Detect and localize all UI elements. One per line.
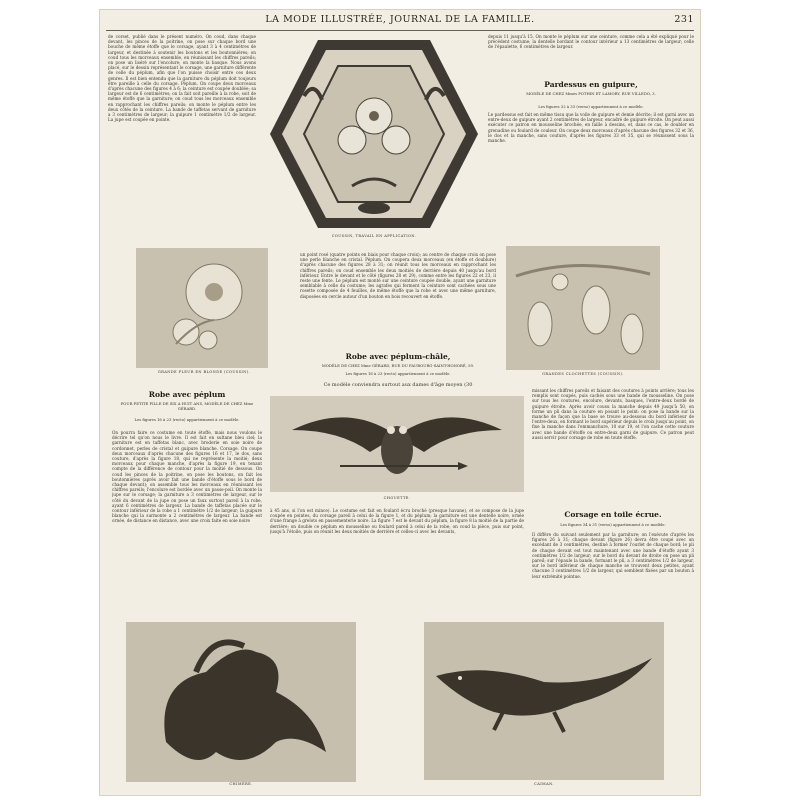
column-text-top-right-intro: depuis 11 jusqu'à 15. On monte le péplum sur une ceinture, comme cela a été expliqué pour le précédent costume; la dentelle bordant le contour intérieur a 13 centimètres de largeur; celle de l'épaulette, 6 centimètres de largeur. <box>488 34 694 50</box>
intro-peplum-chale: Ce modèle conviendra surtout aux dames d'âge moyen (30 <box>323 382 473 388</box>
column-text-middle-lower: à 45 ans, si l'on est mince). Le costume est fait en foulard écru broché (presque havane), et se compose de la jupe coupée en pointes, du corsage pareil à celui de la figure 1, et du péplum; la garniture est une dentelle noire, ornée d'une frange à grelots en passementerie noire. La figure 7 est le devant du péplum, la figure 8 la moitié de la partie de derrière; on double ce péplum en mousseline ou foulard pareil à celui de la robe; on coud la pièce, puis sur point, jusqu'à l'étoile, puis on réunit les deux moitiés de derrière et celles-ci avec les devants, <box>270 508 524 534</box>
caption-owl: CHOUETTE. <box>383 496 411 500</box>
header-rule <box>106 30 694 31</box>
caption-chimera: CHIMÈRE. <box>229 782 253 786</box>
column-text-left-middle: On pourra faire ce costume en toute étoffe, mais nous voulons le décrire tel qu'on nous le livre. Il est fait en sultane bleu ciel; la garniture est en taffetas blanc, avec broderie en soie noire de cordonnet, perles de cristal et guipure blanche. Corsage. On coupe deux morceaux d'après chacune des figures 16 et 17, le dos, sans couture, d'après la figure 18, qui ne représente la moitié; deux morceaux pour chaque manche, d'après la figure 19, en tenant compte de la différence de contour pour la moitié de dessous. On coud les pinces de la poitrine, on pose les boutons, on fait les boutonnières (après avoir fait une bande d'étoffe sous le bord de chaque devant); on assemble tous les morceaux en réunissant les chiffres pareils; l'encolure est bordée avec un passe-poil. On monte la jupe sur le corsage; la garniture a 3 centimètres de largeur, sur le côté du devant de la jupe on pose un faux surtout pareil à la robe, ayant 6 centimètres de largeur. La bande de taffetas placée sur le contour inférieur de la robe a 1 centimètre 1/2 de largeur; la guipure blanche qui la surmonte a 2 centimètres de largeur. La bande est ornée, de distance en distance, avec une croix faite en soie noire <box>112 430 262 524</box>
caption-bells: GRANDES CLOCHETTES (COUSSIN). <box>542 372 624 376</box>
subtitle-pardessus: MODÈLE DE CHEZ Mmes POTHIN ET LAMORY, RUE VILLEDO, 3. <box>526 91 656 96</box>
flower-svg <box>136 248 268 368</box>
crocodile-svg <box>424 622 664 780</box>
column-text-middle-upper: un point rosé (quatre points en biais pour chaque croix); au centre de chaque croix on pose une perle blanche en cristal. Péplum. On coupera deux morceaux (en étoffe et doublure) d'après chacune des figures 28 à 31; on réunit tous les morceaux en rapprochant les chiffres pareils; on coud ensemble les deux moitiés de derrière depuis 40 jusqu'au bord inférieur. Entre le devant et le côté (figures 28 et 29), comme entre les figures 22 et 23, il reste une fente. Le péplum est monté sur une ceinture coupée double, ayant une garniture semblable à celle du costume; les agrafes qui ferment la ceinture sont cachées sous une rosette composée de 4 feuilles, de même étoffe que la robe et avec une même garniture, disposées en cercle autour d'un bouton en bois recouvert en étoffe. <box>300 252 496 299</box>
heading-pardessus: Pardessus en guipure, <box>544 80 638 89</box>
newspaper-page <box>100 10 700 795</box>
heading-corsage: Corsage en toile écrue. <box>564 510 662 519</box>
caption-crocodile: CAIMAN. <box>534 782 554 786</box>
bells-illustration <box>506 246 660 370</box>
chimera-svg <box>126 622 356 782</box>
owl-illustration <box>270 396 524 492</box>
note-pardessus: Les figures 32 à 33 (verso) appartiennent à ce modèle. <box>538 104 644 109</box>
subtitle-peplum-chale: MODÈLE DE CHEZ Mme GÉRARD, RUE DU FAUBOURG-SAINT-HONORÉ, 59. <box>321 363 475 368</box>
masthead <box>100 14 700 28</box>
note-peplum-chale: Les figures 16 à 23 (recto) appartiennent à ce modèle. <box>345 371 451 376</box>
chimera-illustration <box>126 622 356 782</box>
bells-svg <box>506 246 660 370</box>
caption-cushion: COUSSIN, TRAVAIL EN APPLICATION. <box>331 234 417 238</box>
flower-illustration <box>136 248 268 368</box>
subtitle-robe-peplum: POUR PETITE FILLE DE SIX A HUIT ANS, MODÈLE DE CHEZ Mme GÉRARD. <box>120 401 254 411</box>
owl-svg <box>270 396 524 492</box>
journal-title: LA MODE ILLUSTRÉE, JOURNAL DE LA FAMILLE. <box>265 14 535 25</box>
column-text-right-lower: Il diffère du suivant seulement par la garniture; on l'exécute d'après les figures 26 à 31; chaque devant (figure 26) devra être coupé avec un excédant de 3 centimètres, destiné à former l'ourlet de chaque bord; le pli de chaque devant est tout maintenant avec une bande d'étoffe ayant 3 centimètres 1/2 de largeur; sur le bord du devant de droite on pose un pli pareil; sur l'épaule la bande, formant le pli, a 3 centimètres 1/2 de largeur, sur le bord inférieur de chaque manche se trouvent deux petites, ayant chacune 3 centimètres 1/2 de largeur, qui semblent fixées par un bouton à leur extrémité pointue. <box>532 532 694 579</box>
note-robe-peplum: Les figures 16 à 23 (recto) appartiennent à ce modèle. <box>134 417 240 422</box>
column-text-pardessus: Le pardessus est fait en même tissu que la voile de guipure et demie décrite; il est garni avec un entre-deux de guipure ayant 2 centimètres de largeur, encadré de guipure étroite. On peut aussi exécuter ce patron en mousseline brochée, en faille à dessins, et, dans ce cas, le doubler en grenadine ou foulard de couleur. On coupe deux morceaux d'après chacune des figures 32 et 36, le dos et la manche, sans couture, d'après les figures 33 et 35, qui se réunissent sous la manche. <box>488 112 694 144</box>
cushion-svg <box>268 36 480 232</box>
page-number: 231 <box>674 14 694 25</box>
heading-robe-peplum: Robe avec péplum <box>148 390 226 399</box>
caption-flower: GRANDE FLEUR EN BLONDE (COUSSIN). <box>157 370 251 374</box>
heading-peplum-chale: Robe avec péplum-châle, <box>345 352 451 361</box>
cushion-illustration <box>268 36 480 232</box>
note-corsage: Les figures 34 à 31 (verso) appartiennent à ce modèle. <box>560 522 666 527</box>
crocodile-illustration <box>424 622 664 780</box>
column-text-top-left: de corset, publié dans le présent numéro. On coud, dans chaque devant, les pinces de la poitrine, on pose sur chaque bord une bouche de même étoffe que le corsage, ayant 3 à 4 centimètres de largeur, et destinée à soutenir les boutons et les boutonnières; on coud tous les morceaux ensemble, en réunissant les chiffres pareils; on pose un liséré sur l'encolure; on monte la basque. Nous avons placé, sur le dessin représentant le corsage, une garniture différente de celle du péplum, afin que l'on puisse choisir entre ces deux genres. Il est bien entendu que la garniture du péplum doit toujours être pareille à celle du corsage. Péplum. On coupe deux morceaux d'après chacune des figures 4 à 6; la ceinture est coupée doublée; sa largeur est de 6 centimètres; on la fait soit pareille à la robe, soit de même étoffe que la garniture; on coud tous les morceaux ensemble en rapprochant les chiffres pareils; on monte le péplum entre les deux côtés de la ceinture. La bande de taffetas servant de garniture a 3 centimètres de largeur; la guipure 1 centimètre 1/2 de largeur. La jupe est coupée en pointe. <box>108 34 256 123</box>
column-text-right-middle: missant les chiffres pareils et faisant des coutures à points arrière; tous les remplis sont coupés, puis cachés sous une bande de mousseline. On pose sur tous les coutures, encolure, devants, basques, l'entre-deux bordé de guipure étroite. Après avoir cousu la manche depuis 49 jusqu'à 50, on forme un pli dans la couture en posant le point: on pose la bande sur la manche de façon que la base se trouve au-dessous du bord inférieur de l'entre-deux, en formant le bord supérieur depuis le croix jusqu'au point, on fixe la manche dans l'emmanchure, 10 sur 19, et l'on cache cette couture avec une bande d'étoffe ou entre-deux garni de guipure. Ce patron peut aussi servir pour corsage de robe en toute étoffe. <box>532 388 694 440</box>
